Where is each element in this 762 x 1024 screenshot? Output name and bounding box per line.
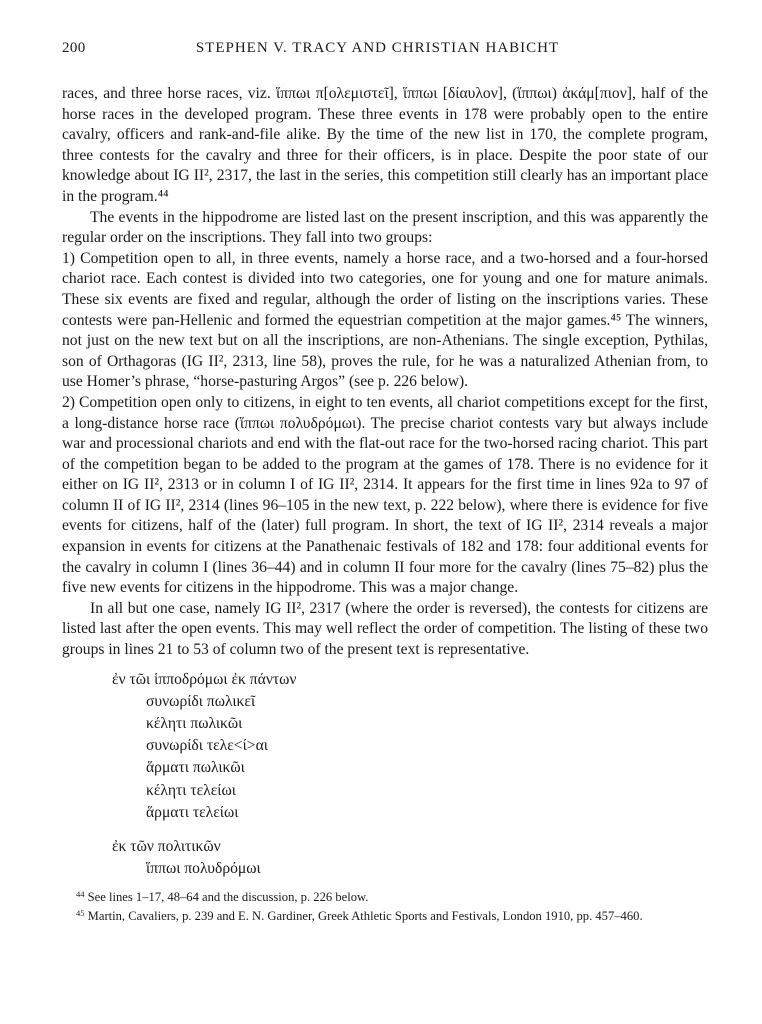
page-number: 200 — [62, 40, 86, 56]
body-text — [62, 84, 708, 661]
greek-list-item: συνωρίδι τελε<ί>αι — [146, 737, 268, 755]
greek-list-item: συνωρίδι πωλικεῖ — [146, 692, 256, 710]
running-head: STEPHEN V. TRACY AND CHRISTIAN HABICHT — [195, 40, 560, 56]
paragraph: The events in the hippodrome are listed last on the present inscription, and this was apparently the regular order on the inscriptions. They fall into two groups: — [62, 208, 708, 247]
greek-event-list — [62, 669, 708, 881]
spacer — [62, 824, 708, 836]
paragraph: 1) Competition open to all, in three events, namely a horse race, and a two-horsed and a four-horsed chariot race. Each contest is divided into two categories, one for young and one for mature animals. These six events are fixed and regular, although the order of listing on the inscriptions varies. These contests were pan-Hellenic and formed the equestrian competition at the major games.⁴⁵ The winners, not just on the new text but on all the inscriptions, are non-Athenians. The single exception, Pythilas, son of Orthagoras (IG II², 2313, line 58), proves the rule, for he was a naturalized Athenian from, to use Homer’s phrase, “horse-pasturing Argos” (see p. 226 below). — [62, 249, 708, 391]
paragraph: 2) Competition open only to citizens, in eight to ten events, all chariot competitions except for the first, a long-distance horse race (ἵππωι πολυδρόμωι). The precise chariot contests vary but always include war and processional chariots and end with the flat-out race for the two-horsed racing chariot. This part of the competition began to be added to the program at the games of 178. There is no evidence for it either on IG II², 2313 or in column I of IG II², 2314. It appears for the first time in lines 92a to 97 of column II of IG II², 2314 (lines 96–105 in the new text, p. 222 below), where there is evidence for five events for citizens, half of the (later) full program. In short, the text of IG II², 2314 reveals a major expansion in events for citizens at the Panathenaic festivals of 182 and 178: four additional events for the cavalry in column I (lines 36–44) and in column II four more for the cavalry (lines 75–82) plus the five new events for citizens in the hippodrome. This was a major change. — [62, 393, 708, 597]
greek-list-item: ἅρματι πωλικῶι — [146, 759, 245, 777]
greek-list-item: ἵππωι πολυδρόμωι — [146, 860, 261, 878]
greek-list-heading: ἐκ τῶν πολιτικῶν — [112, 838, 221, 856]
paragraph: In all but one case, namely IG II², 2317 (where the order is reversed), the contests for citizens are listed last after the open events. This may well reflect the order of competition. The listing of these two groups in lines 21 to 53 of column two of the present text is representative. — [62, 599, 708, 659]
page-header — [62, 40, 708, 60]
greek-list-item: κέλητι πωλικῶι — [146, 715, 243, 733]
footnote-mark: 44 — [76, 889, 85, 900]
footnotes — [62, 886, 708, 924]
paragraph: races, and three horse races, viz. ἵππωι π[ολεμιστεῖ], ἵππωι [δίαυλον], (ἵππωι) ἀκάμ[πιον], half of the horse races in the developed program. These three events in 178 were probably open to the entire cavalry, officers and rank-and-file alike. By the time of the new list in 170, the complete program, three contests for the cavalry and three for their officers, is in place. Despite the poor state of our knowledge about IG II², 2317, the last in the series, this competition still clearly has an important place in the program.⁴⁴ — [62, 85, 708, 205]
footnote — [62, 905, 708, 924]
footnote-text: Martin, Cavaliers, p. 239 and E. N. Gardiner, Greek Athletic Sports and Festivals, London 1910, pp. 457–460. — [87, 909, 643, 924]
footnote-text: See lines 1–17, 48–64 and the discussion, p. 226 below. — [87, 890, 369, 905]
greek-list-heading: ἐν τῶι ἱπποδρόμωι ἐκ πάντων — [112, 670, 297, 688]
page — [62, 40, 708, 924]
footnote-mark: 45 — [76, 908, 85, 919]
footnote — [62, 886, 708, 905]
greek-list-item: κέλητι τελείωι — [146, 781, 236, 799]
greek-list-item: ἅρματι τελείωι — [146, 803, 239, 821]
